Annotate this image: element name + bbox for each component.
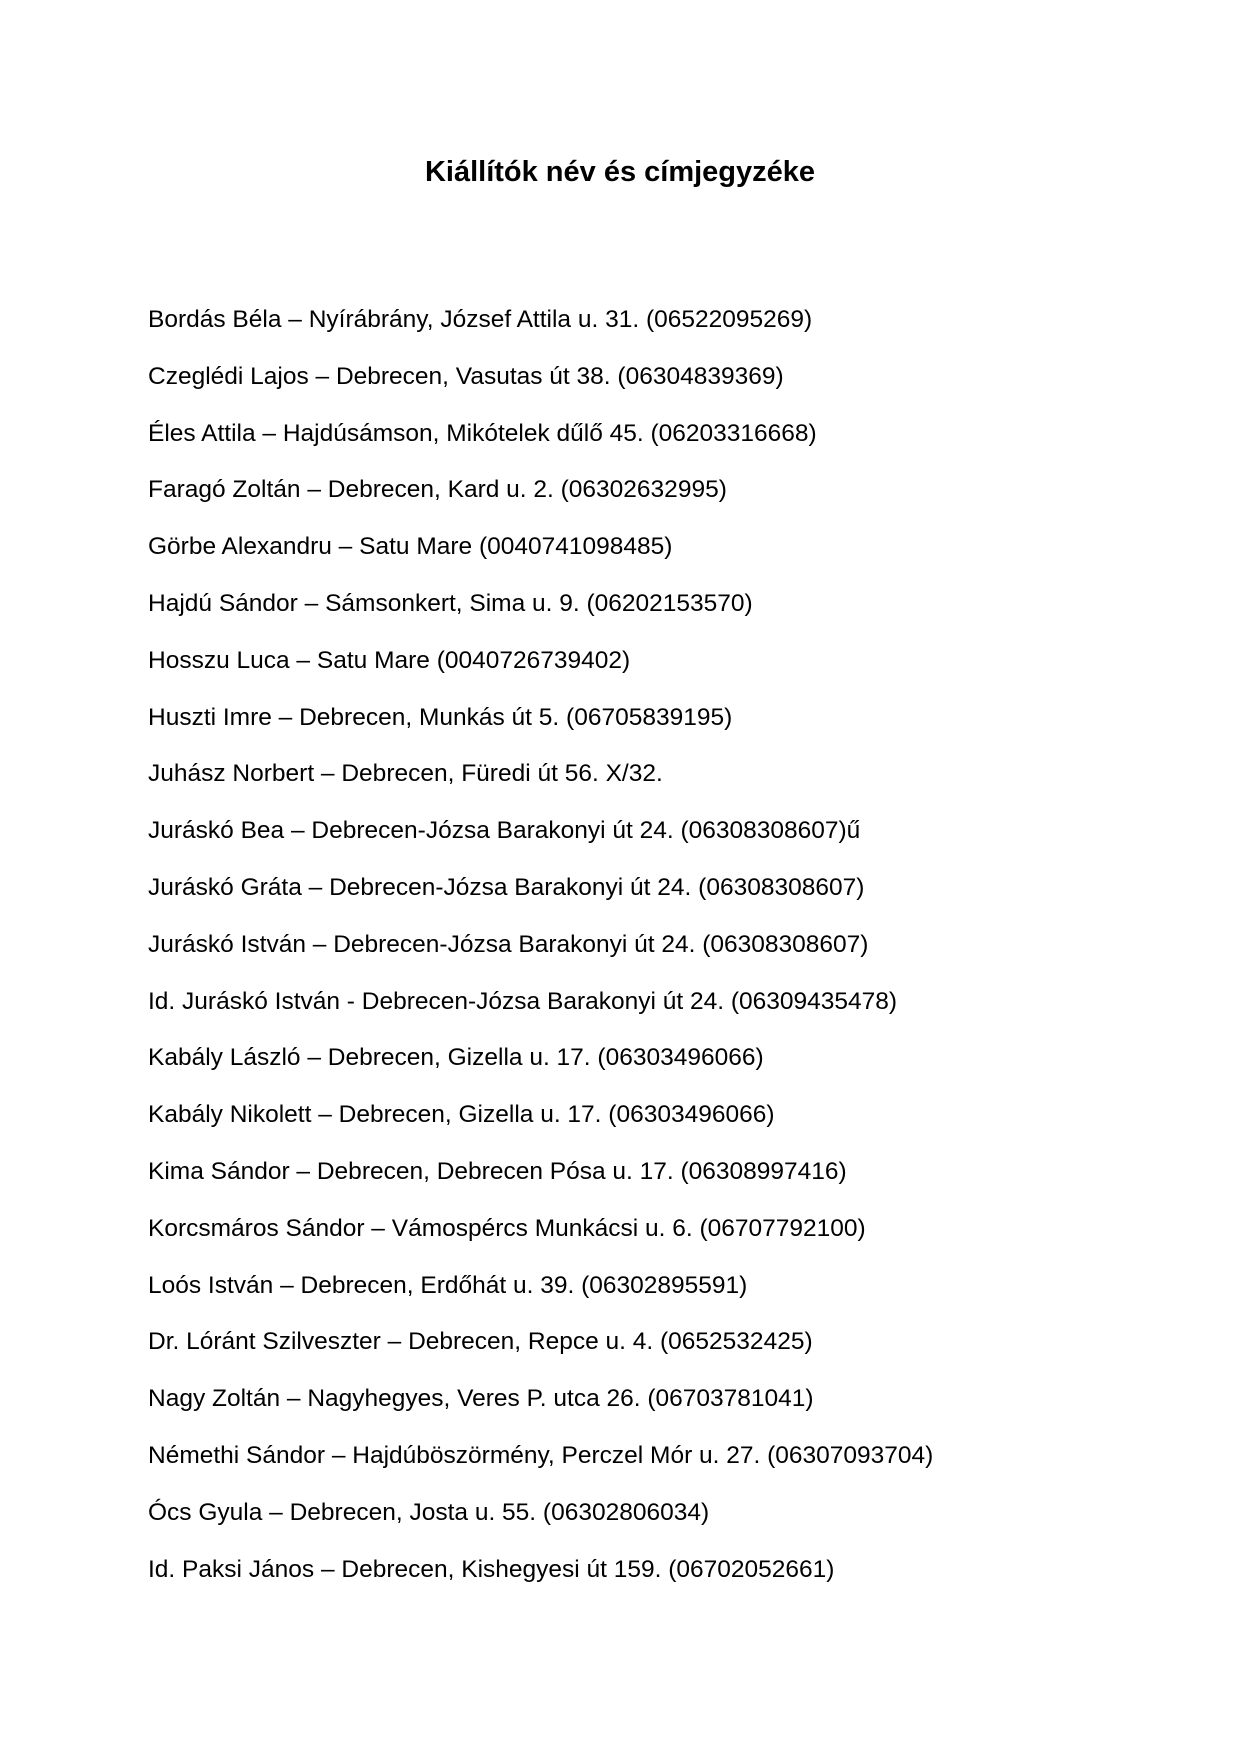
exhibitor-entry: Kabály Nikolett – Debrecen, Gizella u. 17. (06303496066) xyxy=(148,1101,775,1129)
exhibitor-entry: Loós István – Debrecen, Erdőhát u. 39. (06302895591) xyxy=(148,1271,748,1299)
exhibitor-entry: Bordás Béla – Nyírábrány, József Attila u. 31. (06522095269) xyxy=(148,306,813,333)
exhibitor-entry: Kabály László – Debrecen, Gizella u. 17. (06303496066) xyxy=(148,1044,764,1072)
exhibitor-entry: Id. Paksi János – Debrecen, Kishegyesi út 159. (06702052661) xyxy=(148,1555,835,1583)
exhibitor-entry: Dr. Lóránt Szilveszter – Debrecen, Repce u. 4. (0652532425) xyxy=(148,1328,813,1356)
exhibitor-entry: Juhász Norbert – Debrecen, Füredi út 56. X/32. xyxy=(148,760,663,788)
exhibitor-entry: Hajdú Sándor – Sámsonkert, Sima u. 9. (06202153570) xyxy=(148,589,753,617)
exhibitor-entry: Korcsmáros Sándor – Vámospércs Munkácsi u. 6. (06707792100) xyxy=(148,1214,866,1242)
exhibitor-entry: Czeglédi Lajos – Debrecen, Vasutas út 38. (06304839369) xyxy=(148,362,784,390)
exhibitor-entry: Juráskó Gráta – Debrecen-Józsa Barakonyi út 24. (06308308607) xyxy=(148,873,865,901)
exhibitor-entry: Juráskó Bea – Debrecen-Józsa Barakonyi út 24. (06308308607)ű xyxy=(148,817,861,845)
document-title: Kiállítók név és címjegyzéke xyxy=(424,156,816,188)
exhibitor-entry: Kima Sándor – Debrecen, Debrecen Pósa u. 17. (06308997416) xyxy=(148,1157,847,1185)
exhibitor-entry: Id. Juráskó István - Debrecen-Józsa Barakonyi út 24. (06309435478) xyxy=(148,987,898,1015)
exhibitor-entry: Görbe Alexandru – Satu Mare (0040741098485) xyxy=(148,533,673,561)
exhibitor-entry: Hosszu Luca – Satu Mare (0040726739402) xyxy=(148,646,631,674)
exhibitor-entry: Juráskó István – Debrecen-Józsa Barakonyi út 24. (06308308607) xyxy=(148,930,869,958)
exhibitor-entry: Faragó Zoltán – Debrecen, Kard u. 2. (06302632995) xyxy=(148,476,727,504)
exhibitor-entry: Huszti Imre – Debrecen, Munkás út 5. (06705839195) xyxy=(148,703,733,731)
exhibitor-entry: Nagy Zoltán – Nagyhegyes, Veres P. utca 26. (06703781041) xyxy=(148,1385,814,1413)
exhibitor-entry: Ócs Gyula – Debrecen, Josta u. 55. (06302806034) xyxy=(148,1498,710,1526)
exhibitor-list xyxy=(148,292,933,1598)
exhibitor-entry: Némethi Sándor – Hajdúböszörmény, Perczel Mór u. 27. (06307093704) xyxy=(148,1441,934,1469)
exhibitor-entry: Éles Attila – Hajdúsámson, Mikótelek dűlő 45. (06203316668) xyxy=(148,419,817,447)
